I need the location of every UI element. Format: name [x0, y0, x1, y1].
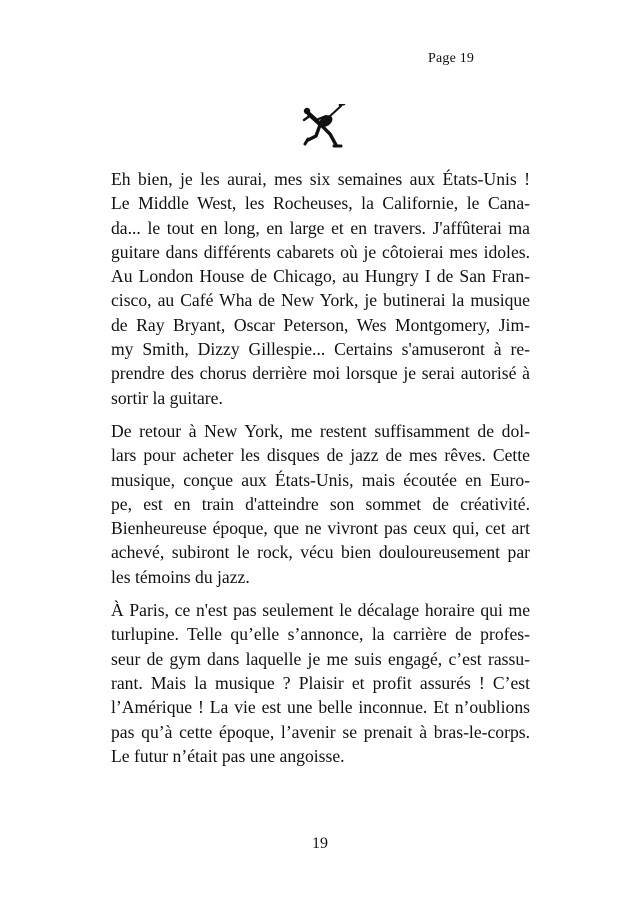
- text-line: achevé, subiront le rock, vécu bien douloureusement par: [111, 542, 530, 563]
- text-line: les témoins du jazz.: [111, 566, 250, 587]
- text-line: Au London House de Chicago, au Hungry I de San Fran-: [111, 266, 530, 287]
- text-line: À Paris, ce n'est pas seulement le décalage horaire qui me: [111, 600, 530, 621]
- text-line: prendre des chorus derrière moi lorsque je serai autorisé à: [111, 363, 530, 384]
- text-line: seur de gym dans laquelle je me suis engagé, c’est rassu-: [111, 648, 530, 669]
- text-line: pas qu’à cette époque, l’avenir se prenait à bras-le-corps.: [111, 721, 530, 742]
- text-line: Eh bien, je les aurai, mes six semaines aux États-Unis !: [111, 169, 530, 189]
- text-line: rant. Mais la musique ? Plaisir et profit assurés ! C’est: [111, 672, 530, 693]
- page-number: 19: [312, 835, 328, 852]
- text-line: Le Middle West, les Rocheuses, la Californie, le Cana-: [111, 193, 530, 214]
- text-line: sortir la guitare.: [111, 387, 223, 408]
- text-line: musique, conçue aux États-Unis, mais écoutée en Euro-: [111, 469, 530, 490]
- text-line: my Smith, Dizzy Gillespie... Certains s'amuseront à re-: [111, 339, 530, 360]
- paragraph-1: [111, 167, 530, 410]
- text-line: turlupine. Telle qu’elle s’annonce, la carrière de profes-: [111, 624, 530, 645]
- text-line: De retour à New York, me restent suffisamment de dol-: [111, 420, 530, 441]
- text-line: l’Amérique ! La vie est une belle inconnue. Et n’oublions: [111, 697, 530, 718]
- text-line: cisco, au Café Wha de New York, je butinerai la musique: [111, 290, 530, 311]
- running-header-page-label: Page 19: [428, 51, 475, 66]
- paragraph-2: [111, 419, 530, 589]
- text-line: da... le tout en long, en large et en travers. J'affûterai ma: [111, 217, 530, 238]
- guitarist-jumping-icon: [296, 104, 352, 148]
- chapter-body-text: [111, 167, 530, 777]
- text-line: Le futur n’était pas une angoisse.: [111, 745, 345, 766]
- text-line: Bienheureuse époque, que ne vivront pas ceux qui, cet art: [111, 518, 530, 539]
- paragraph-3: [111, 598, 530, 768]
- text-line: de Ray Bryant, Oscar Peterson, Wes Montgomery, Jim-: [111, 314, 530, 335]
- text-line: pe, est en train d'atteindre son sommet de créativité.: [111, 493, 530, 514]
- text-line: guitare dans différents cabarets où je côtoierai mes idoles.: [111, 241, 530, 262]
- text-line: lars pour acheter les disques de jazz de mes rêves. Cette: [111, 445, 530, 466]
